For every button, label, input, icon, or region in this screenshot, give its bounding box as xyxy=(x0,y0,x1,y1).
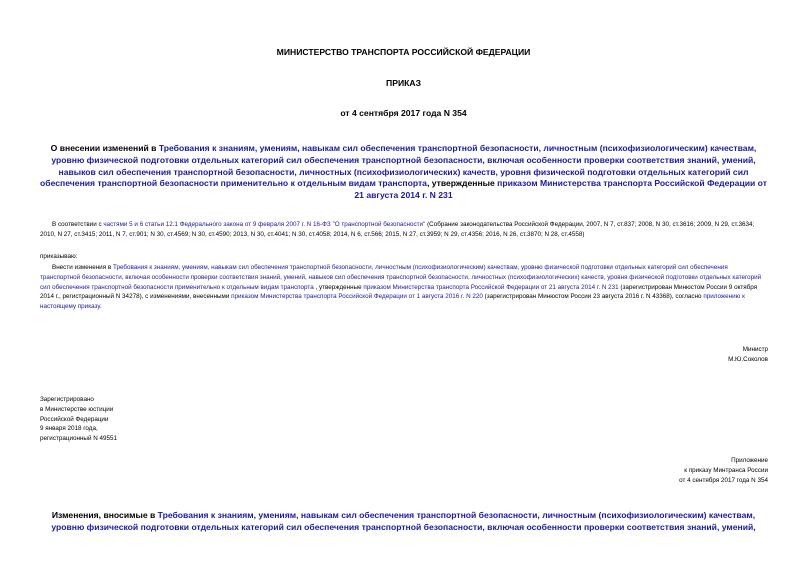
order-word: приказываю: xyxy=(40,253,78,260)
changes-title xyxy=(36,510,771,534)
title-link-requirements[interactable]: Требования к знаниям, умениям, навыкам сил обеспечения транспортной безопасности, личностным (психофизиологическим) качествам, уровню физической подготовки отдельных категорий сил обеспечения транспортной безопасности, включая особенности проверки соответствия знаний, умений, навыков сил обеспечения транспортной безопасности, личностных (психофизиологических) качеств, уровня физической подготовки отдельных категорий сил обеспечения транспортной безопасности применительно к отдельным видам транспорта xyxy=(40,143,757,189)
document-title xyxy=(36,143,771,202)
signature-position: Министр xyxy=(742,346,768,353)
appendix-line-2: к приказу Минтранса России xyxy=(684,466,768,474)
basis-rest: (Собрание законодательства Российской Федерации, 2007, N 7, ст.837; 2008, N 30, ст.3616; 2009, N 29, ст.3634; 2010, N 27, ст.3415; 2011, N 7, ст.901; N 30, ст.4569; N 30, ст.4590; 2013, N 30, ст.4041; N 30, ст.4058; 2014, N 6, ст.566; 2015, N 27, ст.3959; N 29, ст.4356; 2016, N 26, ст.3870; N 28, ст.4558) xyxy=(40,221,755,238)
title-prefix: О внесении изменений в xyxy=(50,143,159,153)
appendix-line-3: от 4 сентября 2017 года N 354 xyxy=(679,476,768,484)
registration-line-4: 9 января 2018 года, xyxy=(40,425,98,433)
order-mid3: (зарегистрирован Минюстом России 23 августа 2016 г. N 43368), согласно xyxy=(482,293,704,301)
basis-paragraph xyxy=(40,220,768,240)
order-link-220[interactable]: приказом Министерства транспорта Российской Федерации от 1 августа 2016 г. N 220 xyxy=(231,293,483,301)
changes-title-prefix: Изменения, вносимые в xyxy=(51,510,158,520)
order-paragraph xyxy=(40,263,768,312)
basis-link-law[interactable]: частями 5 и 6 статьи 12.1 Федерального закона от 9 февраля 2007 г. N 16-ФЗ "О транспортной безопасности" xyxy=(103,221,426,228)
ministry-heading: МИНИСТЕРСТВО ТРАНСПОРТА РОССИЙСКОЙ ФЕДЕРАЦИИ xyxy=(276,47,531,57)
changes-title-link-requirements[interactable]: Требования к знаниям, умениям, навыкам сил обеспечения транспортной безопасности, личностным (психофизиологическим) качествам, уровню физической подготовки отдельных категорий сил обеспечения транспортной безопасности, включая особенности проверки соответствия знаний, умений, xyxy=(51,510,756,532)
title-link-order[interactable]: приказом Министерства транспорта Российской Федерации от 21 августа 2014 г. N 231 xyxy=(354,178,767,201)
date-number-heading: от 4 сентября 2017 года N 354 xyxy=(340,108,467,118)
title-middle: , утвержденные xyxy=(426,178,498,189)
order-mid2: (зарегистрирован Минюстом России 9 октября 2014 г., регистрационный N 34278), с изменениями, внесенными xyxy=(40,283,758,301)
order-mid1: , утвержденные xyxy=(313,283,364,291)
order-link-231[interactable]: приказом Министерства транспорта Российской Федерации от 21 августа 2014 г. N 231 xyxy=(363,283,619,291)
basis-prefix: В соответствии с xyxy=(52,221,104,228)
registration-line-2: в Министерстве юстиции xyxy=(40,405,114,413)
registration-block xyxy=(40,395,117,444)
order-link-appendix[interactable]: приложению к настоящему приказу xyxy=(40,293,745,311)
signature-block xyxy=(728,345,768,365)
order-link-requirements[interactable]: Требования к знаниям, умениям, навыкам сил обеспечения транспортной безопасности, личностным (психофизиологическим) качествам, уровню физической подготовки отдельных категорий сил обеспечения транспортной безопасности, включая особенности проверки соответствия знаний, умений, навыков сил обеспечения транспортной безопасности, личностных (психофизиологических) качеств, уровня физической подготовки отдельных категорий сил обеспечения транспортной безопасности применительно к отдельным видам транспорта xyxy=(40,264,762,291)
registration-line-3: Российской Федерации xyxy=(40,415,109,423)
order-end: . xyxy=(99,303,102,311)
order-prefix: Внести изменения в xyxy=(52,264,113,271)
appendix-block xyxy=(679,456,768,485)
doc-type-heading: ПРИКАЗ xyxy=(386,78,421,88)
registration-line-5: регистрационный N 49551 xyxy=(40,435,118,443)
signature-name: М.Ю.Соколов xyxy=(728,355,768,363)
appendix-line-1: Приложение xyxy=(731,457,768,464)
registration-line-1: Зарегистрировано xyxy=(40,396,94,403)
